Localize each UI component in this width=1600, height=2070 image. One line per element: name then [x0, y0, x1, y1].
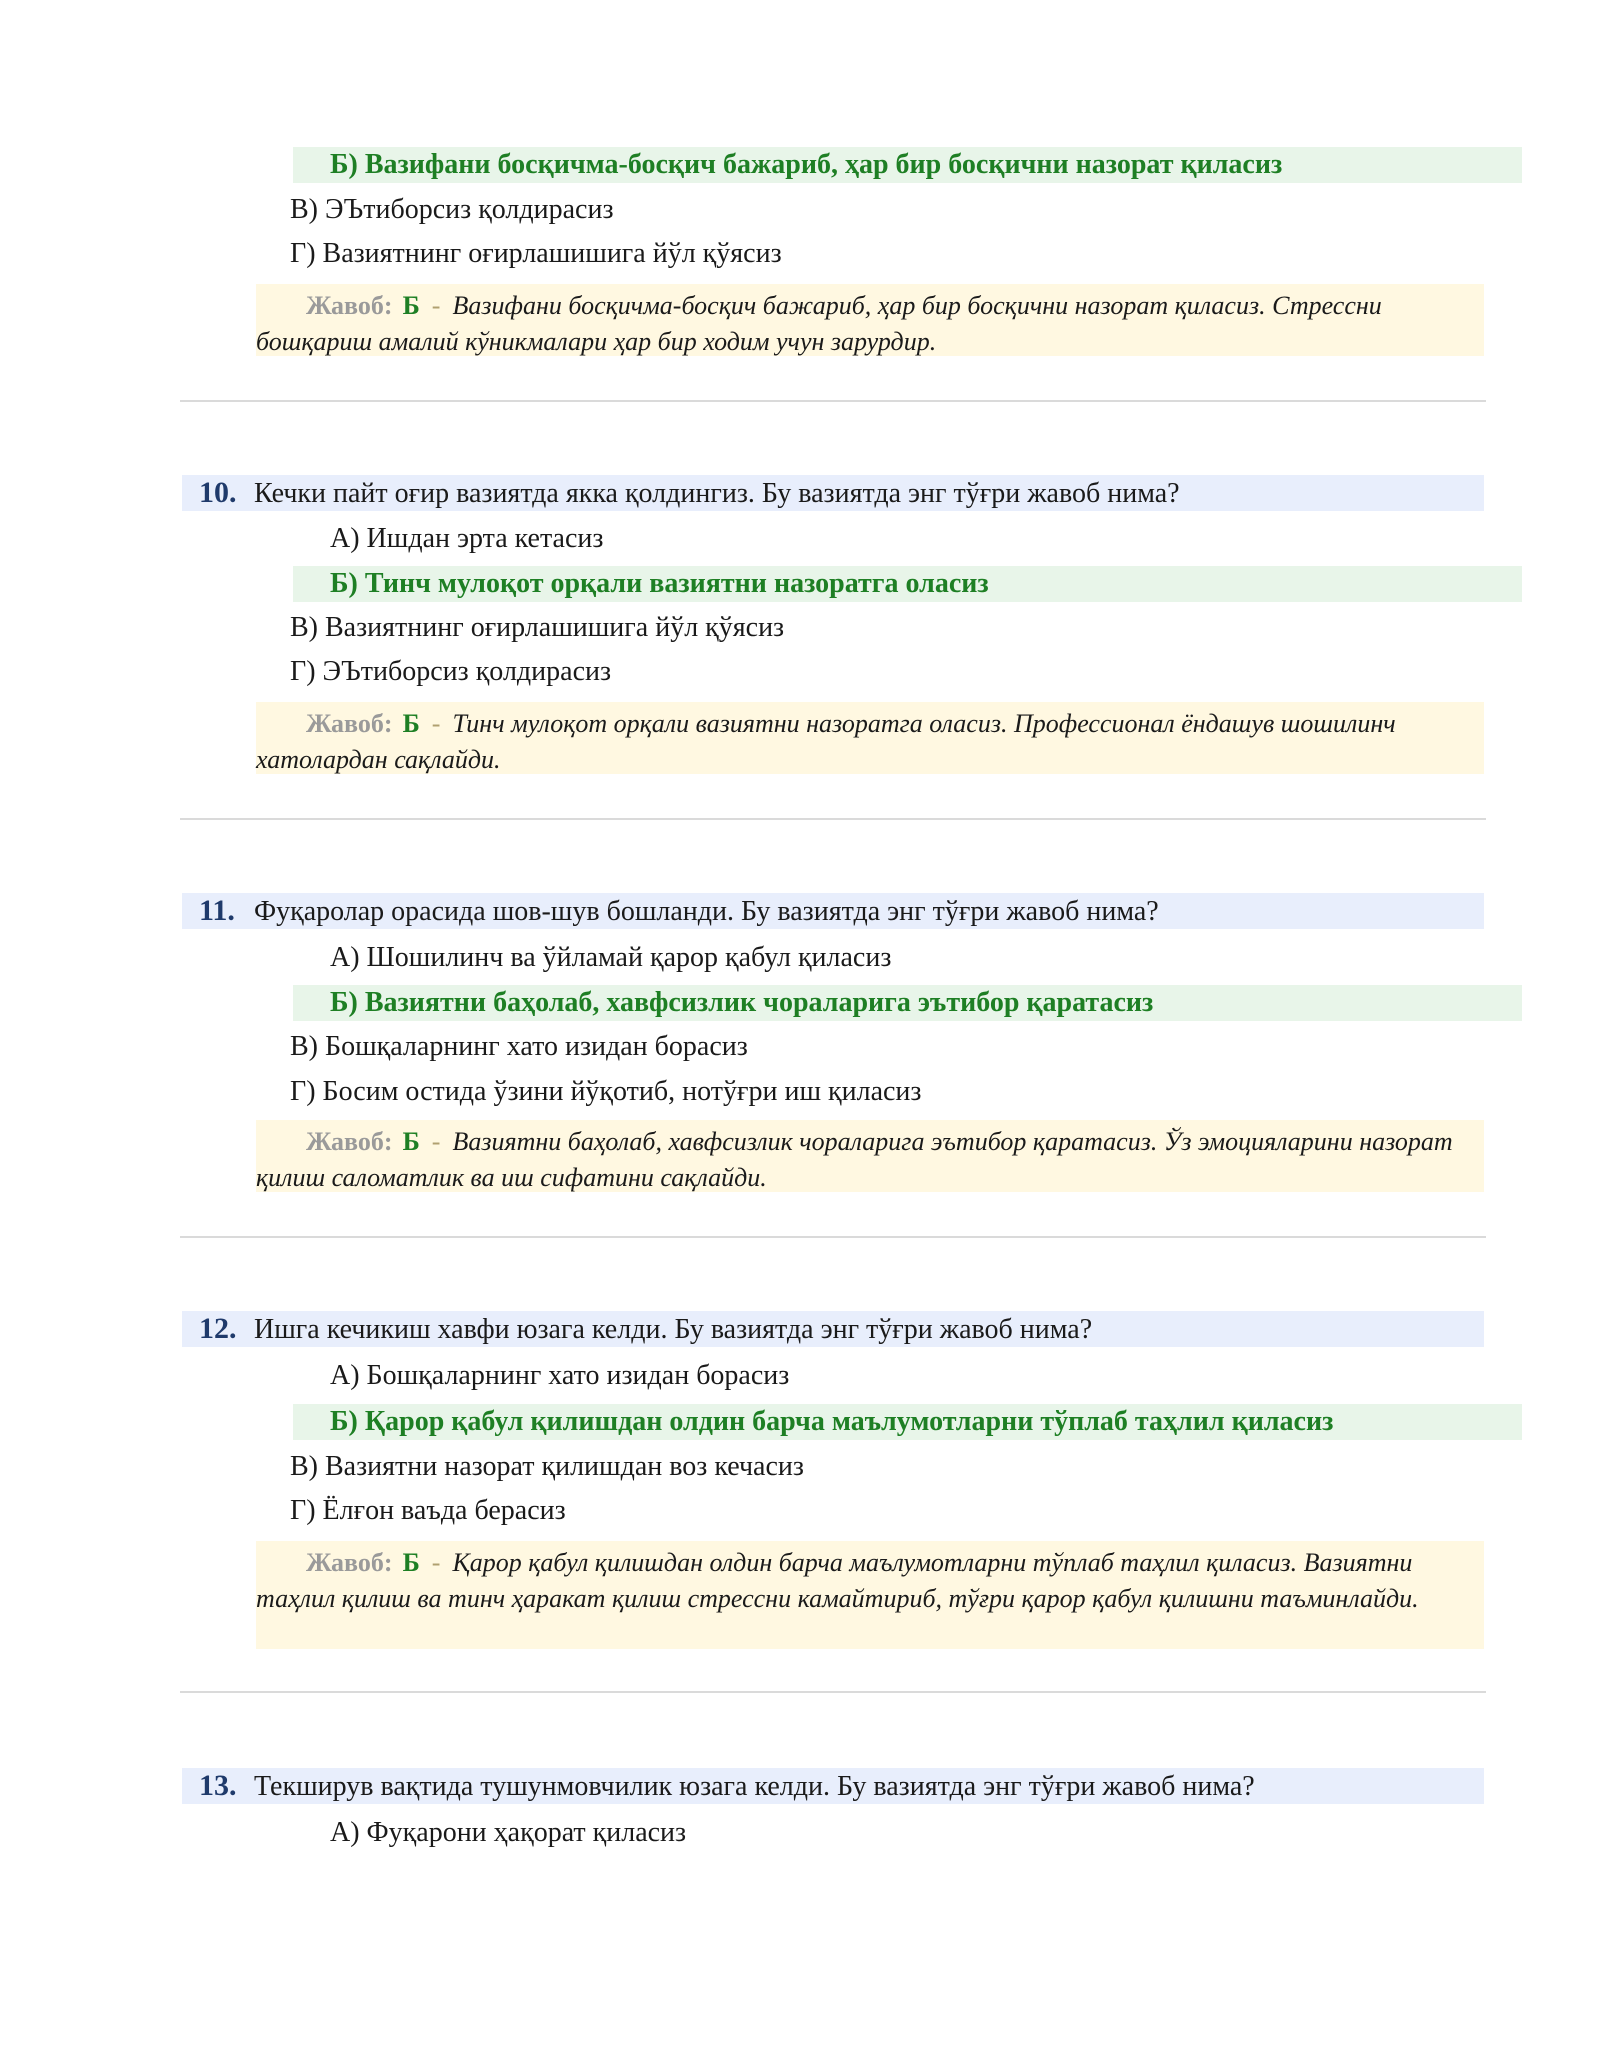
q9-option-g: Г) Вазиятнинг оғирлашишига йўл қўясиз: [290, 238, 782, 269]
q10-answer-box: [256, 702, 1484, 774]
q10-question: [182, 475, 1484, 511]
q11-option-b-correct: Б) Вазиятни баҳолаб, хавфсизлик чораларига эътибор қаратасиз: [293, 985, 1522, 1021]
q11-option-g: Г) Босим остида ўзини йўқотиб, нотўғри иш қиласиз: [290, 1076, 922, 1107]
q11-question: [182, 893, 1484, 929]
q12-answer-box: [256, 1541, 1484, 1649]
q9-option-b-correct: Б) Вазифани босқичма-босқич бажариб, ҳар бир босқични назорат қиласиз: [293, 147, 1522, 183]
q12-option-b-correct: Б) Қарор қабул қилишдан олдин барча маълумотларни тўплаб таҳлил қиласиз: [293, 1404, 1522, 1440]
q11-answer-box: [256, 1120, 1484, 1192]
q11-option-a: А) Шошилинч ва ўйламай қарор қабул қиласиз: [330, 942, 892, 973]
answer-label: Жавоб:: [306, 1548, 393, 1577]
answer-letter: Б: [402, 291, 420, 320]
question-text: Ишга кечикиш хавфи юзага келди. Бу вазиятда энг тўғри жавоб нима?: [254, 1314, 1093, 1345]
answer-letter: Б: [402, 709, 420, 738]
q12-question: [182, 1311, 1484, 1347]
question-text: Кечки пайт оғир вазиятда якка қолдингиз. Бу вазиятда энг тўғри жавоб нима?: [254, 478, 1180, 509]
answer-label: Жавоб:: [306, 1127, 393, 1156]
question-text: Текширув вақтида тушунмовчилик юзага келди. Бу вазиятда энг тўғри жавоб нима?: [254, 1771, 1255, 1802]
q13-question: [182, 1768, 1484, 1804]
q12-option-v: В) Вазиятни назорат қилишдан воз кечасиз: [290, 1451, 804, 1482]
q13-option-a: А) Фуқарони ҳақорат қиласиз: [330, 1817, 687, 1848]
answer-letter: Б: [402, 1548, 420, 1577]
q9-answer-box: [256, 284, 1484, 356]
answer-letter: Б: [402, 1127, 420, 1156]
q12-option-g: Г) Ёлғон ваъда берасиз: [290, 1495, 566, 1526]
answer-dash: -: [431, 291, 441, 320]
q11-option-v: В) Бошқаларнинг хато изидан борасиз: [290, 1031, 748, 1062]
answer-label: Жавоб:: [306, 709, 393, 738]
q9-option-v: В) ЭЪтиборсиз қолдирасиз: [290, 194, 614, 225]
q12-option-a: А) Бошқаларнинг хато изидан борасиз: [330, 1360, 790, 1391]
question-number: 13.: [199, 1769, 237, 1802]
q10-option-g: Г) ЭЪтиборсиз қолдирасиз: [290, 656, 612, 687]
answer-dash: -: [431, 709, 441, 738]
q10-option-b-correct: Б) Тинч мулоқот орқали вазиятни назоратга оласиз: [293, 566, 1522, 602]
divider: [180, 1691, 1486, 1693]
answer-explanation: Вазиятни баҳолаб, хавфсизлик чораларига эътибор қаратасиз. Ўз эмоцияларини назорат қилиш саломатлик ва иш сифатини сақлайди.: [256, 1127, 1453, 1192]
answer-explanation: Тинч мулоқот орқали вазиятни назоратга оласиз. Профессионал ёндашув шошилинч хатолардан сақлайди.: [256, 709, 1396, 774]
answer-dash: -: [431, 1548, 441, 1577]
answer-explanation: Қарор қабул қилишдан олдин барча маълумотларни тўплаб таҳлил қиласиз. Вазиятни таҳлил қилиш ва тинч ҳаракат қилиш стрессни камайтириб, тўғри қарор қабул қилишни таъминлайди.: [256, 1548, 1419, 1613]
answer-dash: -: [431, 1127, 441, 1156]
question-number: 12.: [199, 1312, 237, 1345]
divider: [180, 818, 1486, 820]
divider: [180, 1236, 1486, 1238]
question-number: 11.: [199, 894, 235, 927]
q10-option-a: А) Ишдан эрта кетасиз: [330, 523, 604, 554]
answer-explanation: Вазифани босқичма-босқич бажариб, ҳар бир босқични назорат қиласиз. Стрессни бошқариш амалий кўникмалари ҳар бир ходим учун зарурдир.: [256, 291, 1382, 356]
question-text: Фуқаролар орасида шов-шув бошланди. Бу вазиятда энг тўғри жавоб нима?: [254, 896, 1159, 927]
question-number: 10.: [199, 476, 237, 509]
q10-option-v: В) Вазиятнинг оғирлашишига йўл қўясиз: [290, 612, 785, 643]
divider: [180, 400, 1486, 402]
answer-label: Жавоб:: [306, 291, 393, 320]
